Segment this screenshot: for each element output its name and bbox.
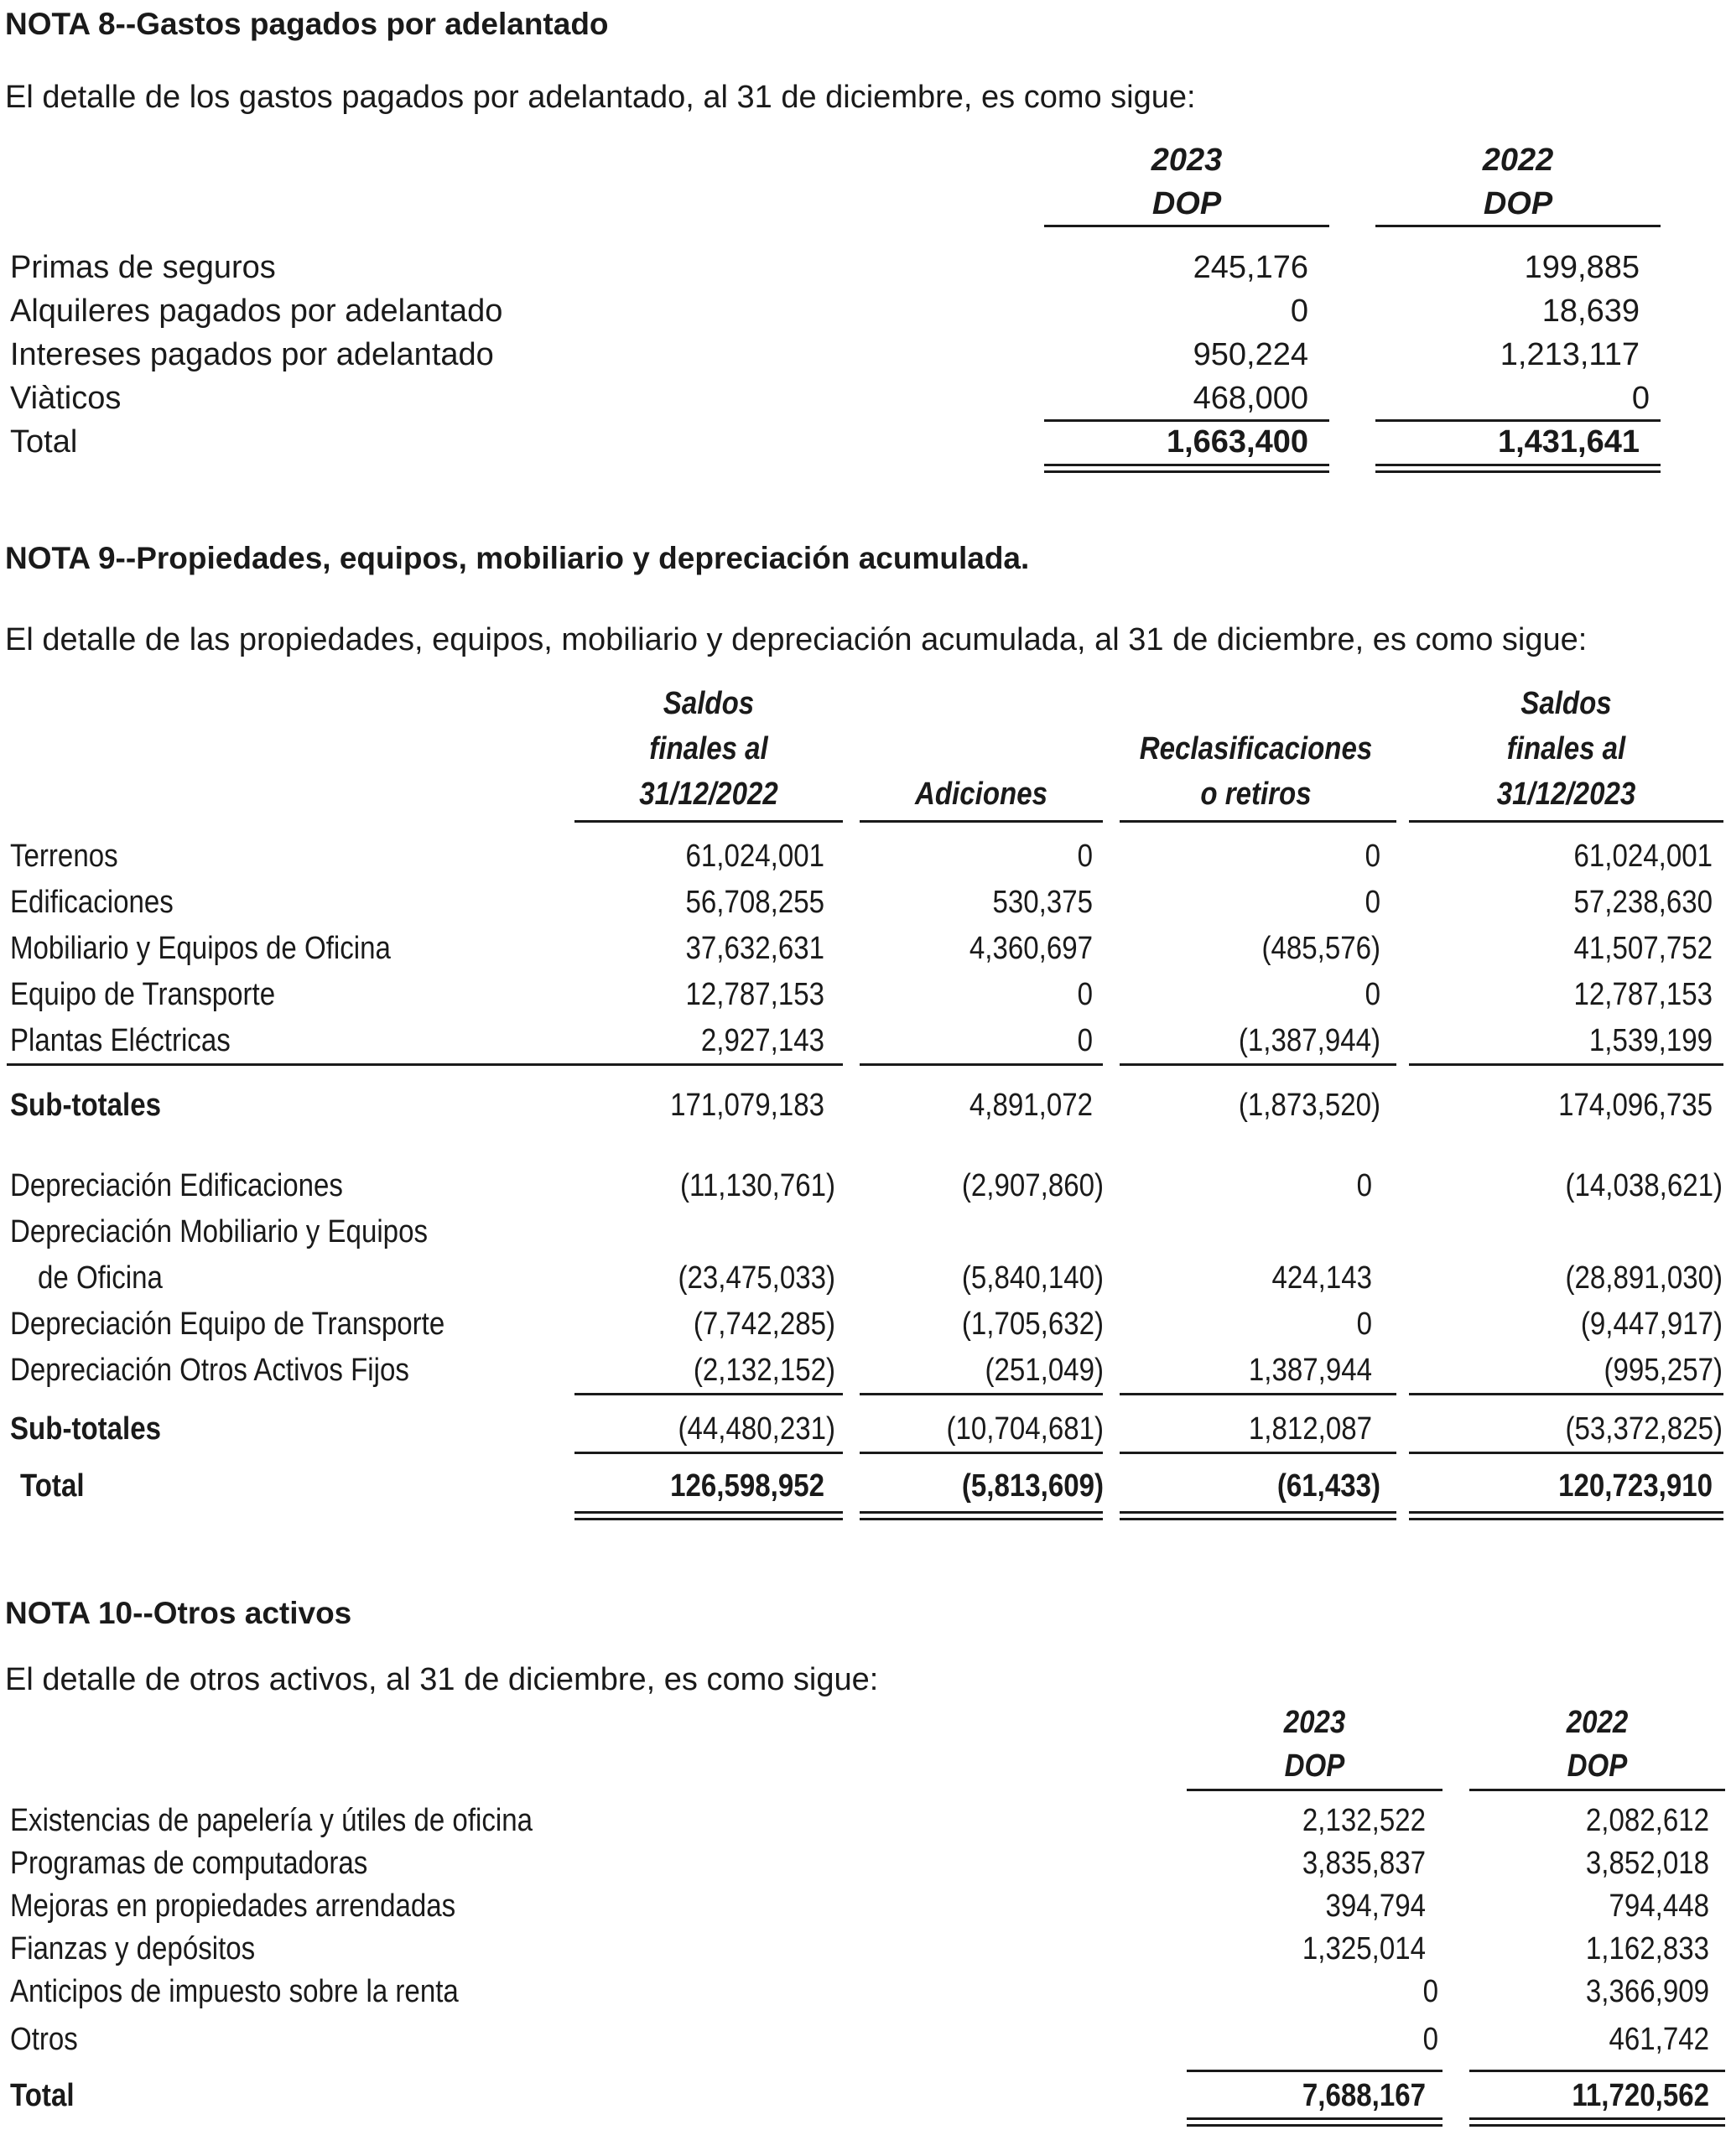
note9-header-col4-line2: finales al — [1506, 731, 1626, 766]
table-row-label-continued: de Oficina — [38, 1260, 163, 1296]
note8-col-2023-year: 2023 — [1151, 143, 1223, 178]
table-row-label: Terrenos — [10, 839, 118, 874]
table-cell: (9,447,917) — [1580, 1307, 1723, 1342]
note9-subtotal-rule — [860, 1393, 1103, 1395]
note9-header-col3-line1: Reclasificaciones — [1139, 731, 1373, 766]
table-cell: 0 — [1290, 294, 1308, 329]
table-cell: 794,448 — [1609, 1888, 1709, 1924]
note9-header-col4-line1: Saldos — [1520, 686, 1612, 721]
note8-header-rule — [1044, 225, 1329, 227]
table-row-label: Plantas Eléctricas — [10, 1023, 231, 1058]
table-row-label: Equipo de Transporte — [10, 977, 276, 1012]
table-cell: 0 — [1356, 1168, 1372, 1203]
table-cell: 56,708,255 — [685, 885, 824, 920]
note9-intro: El detalle de las propiedades, equipos, mobiliario y depreciación acumulada, al 31 de diciembre, es como sigue: — [5, 622, 1588, 657]
table-cell: 0 — [1365, 977, 1380, 1012]
note10-total-rule — [1469, 2070, 1725, 2072]
table-row-label: Otros — [10, 2022, 78, 2057]
table-cell: (44,480,231) — [678, 1411, 835, 1447]
table-cell: (1,387,944) — [1238, 1023, 1380, 1058]
note9-header-rule — [1409, 820, 1723, 823]
note10-col-2022-currency: DOP — [1567, 1748, 1628, 1784]
table-cell: 0 — [1422, 2022, 1438, 2057]
note8-double-rule — [1044, 464, 1329, 473]
table-cell: 2,082,612 — [1585, 1803, 1709, 1838]
note10-total-2023: 7,688,167 — [1302, 2078, 1426, 2113]
table-cell: 1,162,833 — [1585, 1931, 1709, 1966]
table-row-label: Edificaciones — [10, 885, 174, 920]
table-cell: 18,639 — [1541, 294, 1640, 329]
note9-header-col1-line2: finales al — [649, 731, 768, 766]
table-cell: (7,742,285) — [693, 1307, 835, 1342]
table-row-label: Programas de computadoras — [10, 1846, 368, 1881]
table-cell: 41,507,752 — [1573, 931, 1713, 966]
table-cell: 171,079,183 — [670, 1088, 824, 1123]
note9-header-rule — [1120, 820, 1396, 823]
table-cell: (5,840,140) — [961, 1260, 1104, 1296]
table-cell: 1,213,117 — [1500, 337, 1640, 372]
table-cell: 4,360,697 — [969, 931, 1093, 966]
note10-title: NOTA 10--Otros activos — [5, 1596, 352, 1630]
note10-col-2023-currency: DOP — [1284, 1748, 1345, 1784]
table-cell: 3,852,018 — [1585, 1846, 1709, 1881]
table-cell: (2,907,860) — [961, 1168, 1104, 1203]
table-cell: (53,372,825) — [1565, 1411, 1723, 1447]
note10-double-rule — [1187, 2117, 1442, 2127]
table-cell: 3,366,909 — [1585, 1974, 1709, 2009]
table-cell: 394,794 — [1325, 1888, 1426, 1924]
note9-total-rule — [574, 1452, 843, 1454]
table-cell: 1,325,014 — [1302, 1931, 1426, 1966]
note9-total-rule — [1120, 1452, 1396, 1454]
table-row-label: Viàticos — [10, 381, 122, 416]
table-cell: (28,891,030) — [1565, 1260, 1723, 1296]
note9-subtotal1-label: Sub-totales — [10, 1088, 162, 1123]
table-row-label: Mobiliario y Equipos de Oficina — [10, 931, 391, 966]
note8-col-2022-currency: DOP — [1483, 186, 1553, 221]
table-cell: 0 — [1077, 1023, 1093, 1058]
table-cell: 199,885 — [1524, 250, 1640, 285]
table-cell: 0 — [1077, 977, 1093, 1012]
table-cell: 2,927,143 — [700, 1023, 824, 1058]
note9-double-rule — [574, 1511, 843, 1520]
table-row-label: Alquileres pagados por adelantado — [10, 294, 503, 329]
table-cell: 57,238,630 — [1573, 885, 1713, 920]
note9-subtotal-rule — [1409, 1393, 1723, 1395]
table-row-label: Depreciación Edificaciones — [10, 1168, 343, 1203]
table-cell: (23,475,033) — [678, 1260, 835, 1296]
table-row-label: Existencias de papelería y útiles de oficina — [10, 1803, 533, 1838]
note9-double-rule — [860, 1511, 1103, 1520]
table-cell: (11,130,761) — [679, 1168, 835, 1203]
note10-double-rule — [1469, 2117, 1725, 2127]
note9-subtotal-rule — [7, 1063, 843, 1066]
note8-col-2023-currency: DOP — [1151, 186, 1222, 221]
note8-total-rule — [1044, 419, 1329, 422]
table-cell: 12,787,153 — [1573, 977, 1713, 1012]
table-cell: (251,049) — [985, 1353, 1104, 1388]
note10-intro: El detalle de otros activos, al 31 de diciembre, es como sigue: — [5, 1662, 879, 1697]
note10-total-2022: 11,720,562 — [1572, 2078, 1709, 2113]
table-cell: (485,576) — [1261, 931, 1380, 966]
table-row-label: Depreciación Equipo de Transporte — [10, 1307, 445, 1342]
table-row-label: Primas de seguros — [10, 250, 276, 285]
table-cell: (995,257) — [1604, 1353, 1723, 1388]
table-row-label: Depreciación Mobiliario y Equipos — [10, 1214, 428, 1249]
table-cell: 61,024,001 — [1573, 839, 1713, 874]
note10-col-2022-year: 2022 — [1566, 1705, 1629, 1740]
note8-total-rule — [1375, 419, 1661, 422]
table-cell: 0 — [1631, 381, 1650, 416]
note8-col-2022-year: 2022 — [1482, 143, 1554, 178]
table-cell: 530,375 — [992, 885, 1093, 920]
table-cell: (1,705,632) — [961, 1307, 1104, 1342]
table-row-label: Anticipos de impuesto sobre la renta — [10, 1974, 459, 2009]
note8-total-label: Total — [10, 424, 78, 460]
table-cell: 3,835,837 — [1302, 1846, 1426, 1881]
table-cell: (2,132,152) — [693, 1353, 835, 1388]
note9-total-c1: 126,598,952 — [670, 1468, 824, 1504]
note9-total-rule — [860, 1452, 1103, 1454]
note8-title: NOTA 8--Gastos pagados por adelantado — [5, 7, 609, 41]
table-cell: 461,742 — [1609, 2022, 1709, 2057]
note9-total-c2: (5,813,609) — [961, 1468, 1104, 1504]
note9-header-col1-line1: Saldos — [663, 686, 755, 721]
table-cell: 37,632,631 — [685, 931, 824, 966]
note8-intro: El detalle de los gastos pagados por adelantado, al 31 de diciembre, es como sigue: — [5, 80, 1196, 115]
table-cell: 0 — [1365, 839, 1380, 874]
note9-double-rule — [1120, 1511, 1396, 1520]
note9-total-c3: (61,433) — [1276, 1468, 1380, 1504]
note9-subtotal-rule — [574, 1393, 843, 1395]
note10-total-rule — [1187, 2070, 1442, 2072]
table-cell: 1,539,199 — [1588, 1023, 1713, 1058]
table-cell: 0 — [1356, 1307, 1372, 1342]
table-cell: 1,812,087 — [1248, 1411, 1372, 1447]
table-cell: 424,143 — [1271, 1260, 1372, 1296]
note9-header-rule — [574, 820, 843, 823]
note9-header-rule — [860, 820, 1103, 823]
table-cell: 61,024,001 — [685, 839, 824, 874]
note9-total-label: Total — [20, 1468, 85, 1504]
table-row-label: Depreciación Otros Activos Fijos — [10, 1353, 409, 1388]
note8-double-rule — [1375, 464, 1661, 473]
table-cell: 0 — [1077, 839, 1093, 874]
note10-col-2023-year: 2023 — [1283, 1705, 1346, 1740]
table-cell: 174,096,735 — [1558, 1088, 1713, 1123]
table-cell: 4,891,072 — [969, 1088, 1093, 1123]
note10-total-label: Total — [10, 2078, 75, 2113]
table-cell: 12,787,153 — [685, 977, 824, 1012]
note9-subtotal-rule — [860, 1063, 1103, 1066]
note9-subtotal-rule — [1120, 1063, 1396, 1066]
table-cell: 950,224 — [1193, 337, 1308, 372]
note9-title: NOTA 9--Propiedades, equipos, mobiliario y depreciación acumulada. — [5, 541, 1030, 575]
note9-double-rule — [1409, 1511, 1723, 1520]
table-cell: 468,000 — [1193, 381, 1308, 416]
table-cell: 1,387,944 — [1248, 1353, 1372, 1388]
note9-header-col4-line3: 31/12/2023 — [1496, 777, 1636, 812]
note9-header-col2: Adiciones — [914, 777, 1047, 812]
table-cell: 0 — [1365, 885, 1380, 920]
note9-subtotal-rule — [1120, 1393, 1396, 1395]
table-cell: (14,038,621) — [1565, 1168, 1723, 1203]
note9-total-c4: 120,723,910 — [1558, 1468, 1713, 1504]
table-cell: 0 — [1422, 1974, 1438, 2009]
note9-subtotal2-label: Sub-totales — [10, 1411, 162, 1447]
note10-header-rule — [1469, 1789, 1725, 1791]
note8-total-2023: 1,663,400 — [1166, 424, 1308, 460]
table-cell: (1,873,520) — [1238, 1088, 1380, 1123]
note10-header-rule — [1187, 1789, 1442, 1791]
note8-total-2022: 1,431,641 — [1497, 424, 1640, 460]
table-cell: 245,176 — [1193, 250, 1308, 285]
table-cell: 2,132,522 — [1302, 1803, 1426, 1838]
note9-total-rule — [1409, 1452, 1723, 1454]
table-row-label: Intereses pagados por adelantado — [10, 337, 494, 372]
note9-subtotal-rule — [1409, 1063, 1723, 1066]
note9-header-col1-line3: 31/12/2022 — [639, 777, 778, 812]
table-row-label: Fianzas y depósitos — [10, 1931, 256, 1966]
table-row-label: Mejoras en propiedades arrendadas — [10, 1888, 456, 1924]
note9-header-col3-line2: o retiros — [1200, 777, 1312, 812]
note8-header-rule — [1375, 225, 1661, 227]
table-cell: (10,704,681) — [946, 1411, 1104, 1447]
